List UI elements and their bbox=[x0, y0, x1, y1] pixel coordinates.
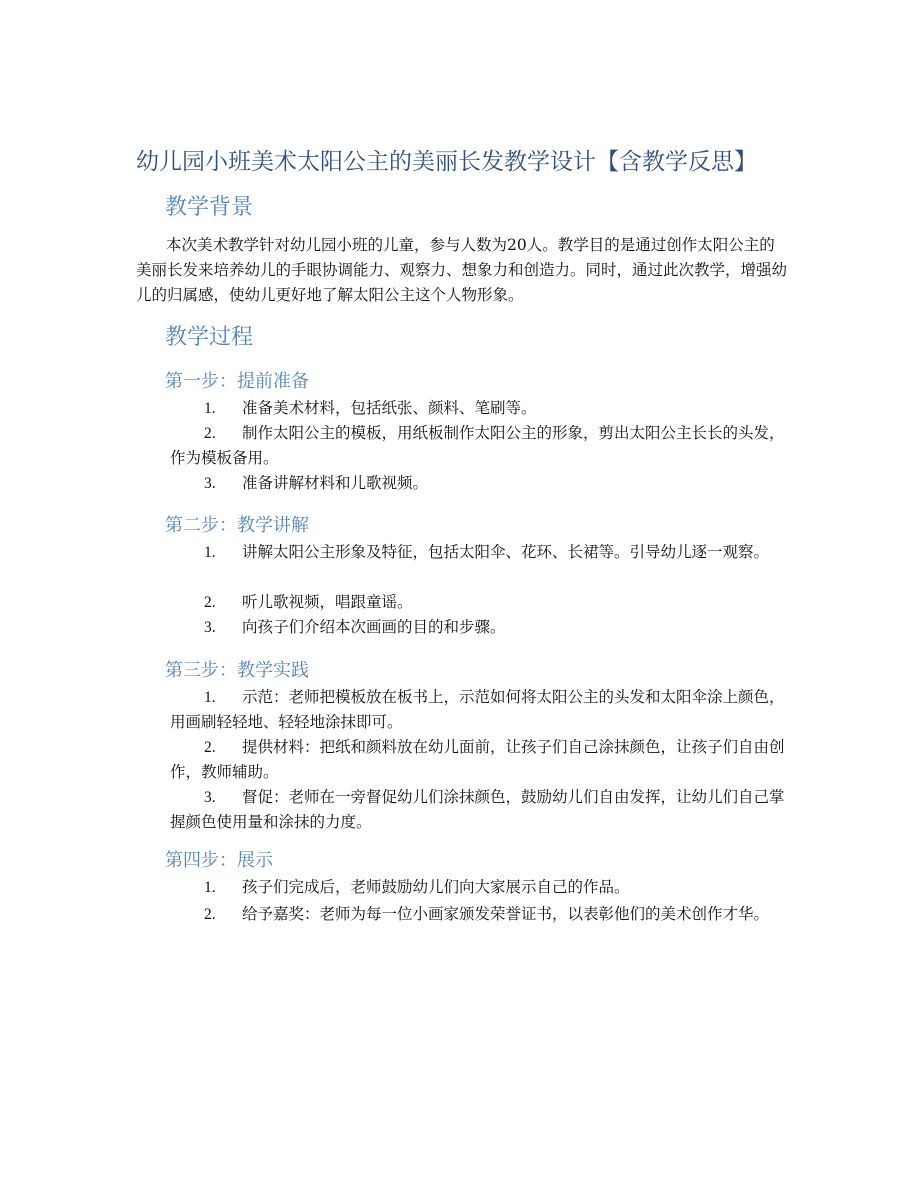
list-text: 听儿歌视频，唱跟童谣。 bbox=[242, 593, 413, 611]
list-text: 给予嘉奖：老师为每一位小画家颁发荣誉证书，以表彰他们的美术创作才华。 bbox=[242, 905, 770, 923]
list-text: 示范：老师把模板放在板书上，示范如何将太阳公主的头发和太阳伞涂上颜色，用画刷轻轻地、轻轻地涂抹即可。 bbox=[170, 688, 785, 731]
list-number: 3. bbox=[204, 789, 216, 806]
step-3-title: 第三步：教学实践 bbox=[165, 660, 309, 681]
list-text: 督促：老师在一旁督促幼儿们涂抹颜色，鼓励幼儿们自由发挥，让幼儿们自己掌握颜色使用量和涂抹的力度。 bbox=[170, 788, 785, 831]
background-paragraph: 本次美术教学针对幼儿园小班的儿童，参与人数为20人。教学目的是通过创作太阳公主的美丽长发来培养幼儿的手眼协调能力、观察力、想象力和创造力。同时，通过此次教学，增强幼儿的归属感，使幼儿更好地了解太阳公主这个人物形象。 bbox=[136, 236, 788, 304]
list-item bbox=[170, 471, 788, 496]
list-number: 2. bbox=[204, 906, 216, 923]
step-1-title: 第一步：提前准备 bbox=[165, 371, 309, 392]
list-number: 3. bbox=[204, 475, 216, 492]
document-title: 幼儿园小班美术太阳公主的美丽长发教学设计【含教学反思】 bbox=[136, 149, 757, 175]
list-item bbox=[170, 875, 788, 900]
list-item bbox=[170, 685, 788, 735]
list-text: 孩子们完成后，老师鼓励幼儿们向大家展示自己的作品。 bbox=[242, 878, 630, 896]
list-number: 1. bbox=[204, 879, 216, 896]
list-number: 1. bbox=[204, 689, 216, 706]
section-heading-background: 教学背景 bbox=[165, 195, 254, 220]
list-number: 3. bbox=[204, 619, 216, 636]
list-item bbox=[170, 785, 788, 835]
list-text: 提供材料：把纸和颜料放在幼儿面前，让孩子们自己涂抹颜色，让孩子们自由创作，教师辅助。 bbox=[170, 738, 785, 781]
section-heading-process: 教学过程 bbox=[165, 325, 254, 350]
list-text: 准备美术材料，包括纸张、颜料、笔刷等。 bbox=[242, 399, 537, 417]
step-2-title: 第二步：教学讲解 bbox=[165, 515, 309, 536]
list-text: 向孩子们介绍本次画画的目的和步骤。 bbox=[242, 618, 506, 636]
list-item bbox=[170, 735, 788, 785]
list-item bbox=[170, 615, 788, 640]
list-item bbox=[170, 421, 788, 471]
list-number: 1. bbox=[204, 544, 216, 561]
list-number: 2. bbox=[204, 739, 216, 756]
list-number: 2. bbox=[204, 594, 216, 611]
list-text: 制作太阳公主的模板，用纸板制作太阳公主的形象，剪出太阳公主长长的头发，作为模板备用。 bbox=[170, 424, 785, 467]
step-4-title: 第四步：展示 bbox=[165, 850, 273, 871]
list-item bbox=[170, 540, 788, 565]
list-number: 2. bbox=[204, 425, 216, 442]
list-number: 1. bbox=[204, 400, 216, 417]
list-item bbox=[170, 590, 788, 615]
list-text: 讲解太阳公主形象及特征，包括太阳伞、花环、长裙等。引导幼儿逐一观察。 bbox=[242, 543, 770, 561]
list-text: 准备讲解材料和儿歌视频。 bbox=[242, 474, 429, 492]
list-item bbox=[170, 396, 788, 421]
list-item bbox=[170, 902, 788, 927]
